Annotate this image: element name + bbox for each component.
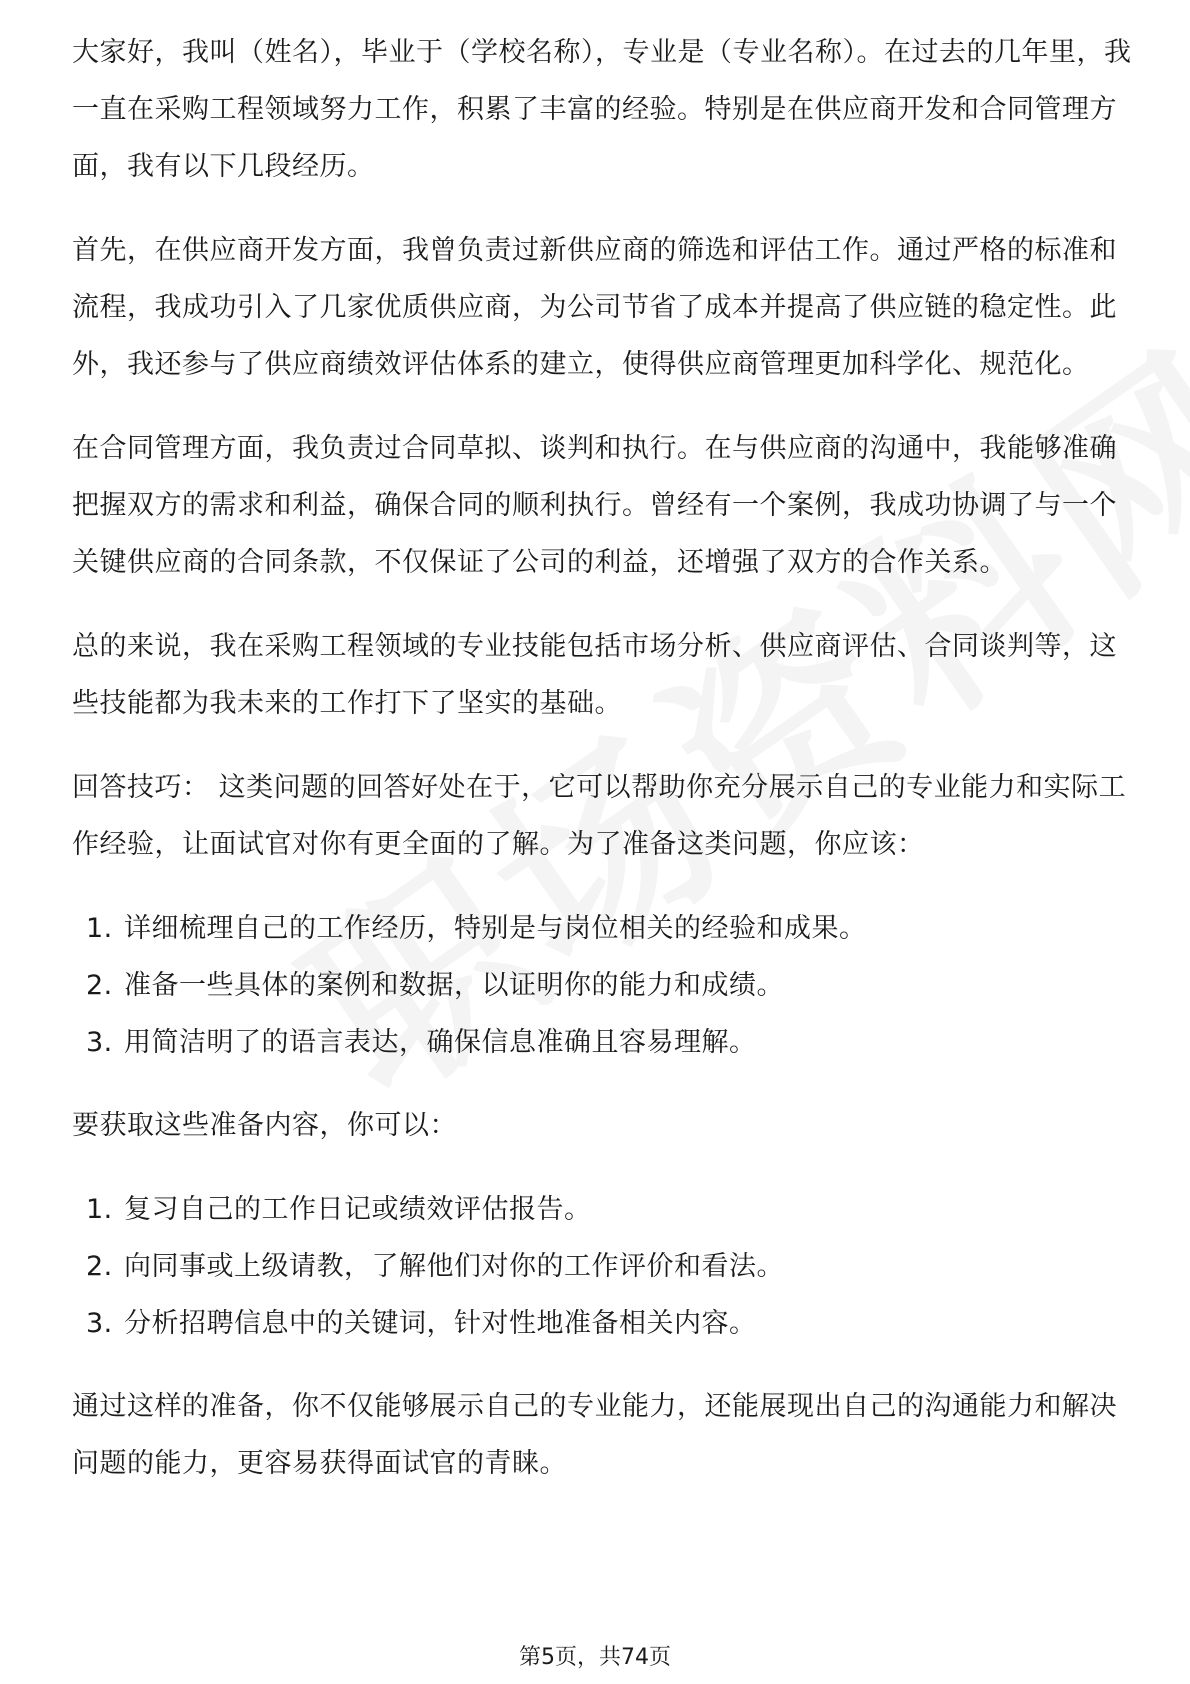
list-text: 分析招聘信息中的关键词，针对性地准备相关内容。 — [124, 1308, 757, 1339]
list-number: 2. — [86, 1251, 113, 1282]
list-item — [72, 900, 1132, 957]
paragraph-summary: 总的来说，我在采购工程领域的专业技能包括市场分析、供应商评估、合同谈判等，这些技能都为我未来的工作打下了坚实的基础。 — [72, 631, 1117, 719]
list-text: 用简洁明了的语言表达，确保信息准确且容易理解。 — [124, 1027, 757, 1058]
list-number: 3. — [86, 1027, 113, 1058]
document-body — [72, 28, 1132, 1519]
paragraph-how-to-obtain: 要获取这些准备内容，你可以： — [72, 1110, 457, 1141]
list-item — [72, 1238, 1132, 1295]
sources-list — [72, 1181, 1132, 1352]
list-item — [72, 1181, 1132, 1238]
list-text: 详细梳理自己的工作经历，特别是与岗位相关的经验和成果。 — [124, 913, 867, 944]
list-number: 3. — [86, 1308, 113, 1339]
paragraph-intro: 大家好，我叫（姓名），毕业于（学校名称），专业是（专业名称）。在过去的几年里，我一直在采购工程领域努力工作，积累了丰富的经验。特别是在供应商开发和合同管理方面，我有以下几段经历。 — [72, 37, 1132, 182]
paragraph-supplier-development: 首先，在供应商开发方面，我曾负责过新供应商的筛选和评估工作。通过严格的标准和流程，我成功引入了几家优质供应商，为公司节省了成本并提高了供应链的稳定性。此外，我还参与了供应商绩效评估体系的建立，使得供应商管理更加科学化、规范化。 — [72, 235, 1117, 380]
list-item — [72, 1295, 1132, 1352]
paragraph-conclusion: 通过这样的准备，你不仅能够展示自己的专业能力，还能展现出自己的沟通能力和解决问题的能力，更容易获得面试官的青睐。 — [72, 1391, 1117, 1479]
list-text: 向同事或上级请教，了解他们对你的工作评价和看法。 — [124, 1251, 784, 1282]
list-number: 2. — [86, 970, 113, 1001]
page-footer: 第5页，共74页 — [519, 1645, 671, 1670]
preparation-list — [72, 900, 1132, 1071]
paragraph-contract-management: 在合同管理方面，我负责过合同草拟、谈判和执行。在与供应商的沟通中，我能够准确把握双方的需求和利益，确保合同的顺利执行。曾经有一个案例，我成功协调了与一个关键供应商的合同条款，不仅保证了公司的利益，还增强了双方的合作关系。 — [72, 433, 1117, 578]
list-text: 复习自己的工作日记或绩效评估报告。 — [124, 1194, 592, 1225]
list-number: 1. — [86, 913, 113, 944]
list-number: 1. — [86, 1194, 113, 1225]
list-text: 准备一些具体的案例和数据，以证明你的能力和成绩。 — [124, 970, 784, 1001]
paragraph-answer-tips: 回答技巧： 这类问题的回答好处在于，它可以帮助你充分展示自己的专业能力和实际工作经验，让面试官对你有更全面的了解。为了准备这类问题，你应该： — [72, 772, 1127, 860]
list-item — [72, 1014, 1132, 1071]
list-item — [72, 957, 1132, 1014]
